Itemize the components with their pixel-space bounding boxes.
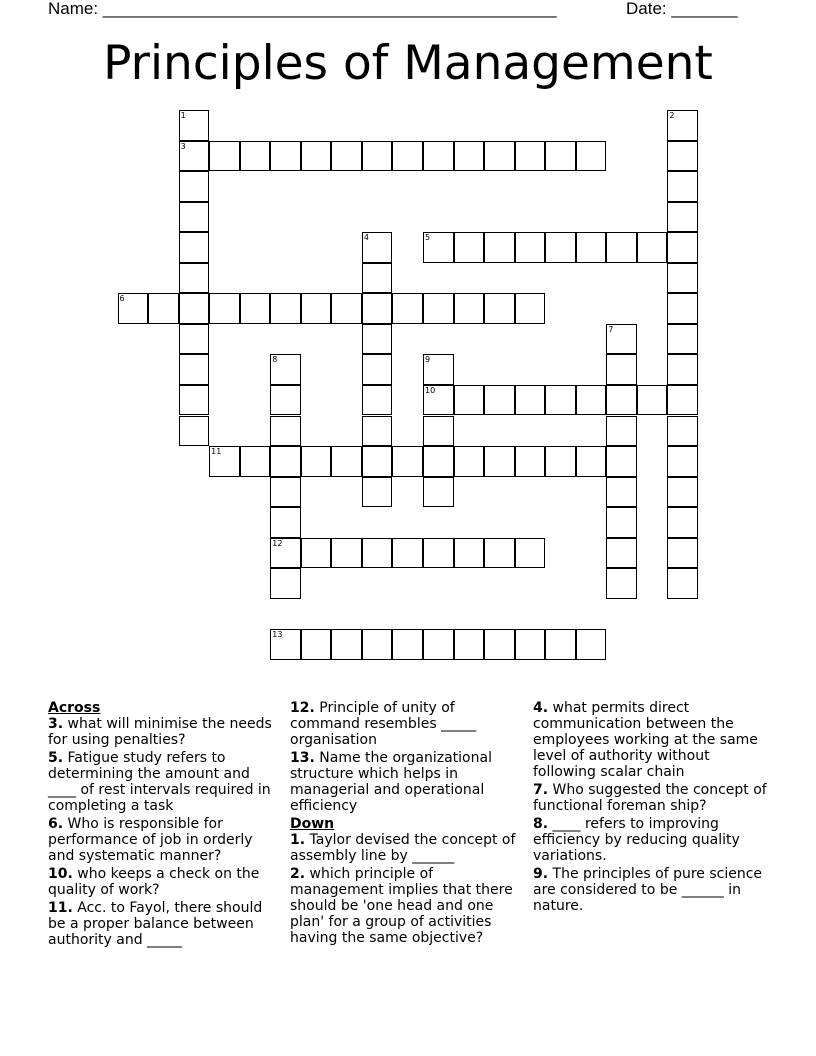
crossword-cell[interactable]	[331, 446, 362, 477]
crossword-cell[interactable]	[179, 324, 210, 355]
clues-column-3	[533, 700, 773, 916]
cell-number: 11	[211, 447, 222, 457]
crossword-cell[interactable]	[301, 446, 332, 477]
crossword-cell[interactable]	[179, 202, 210, 233]
clue-down-8	[533, 816, 773, 864]
crossword-cell[interactable]	[270, 477, 301, 508]
crossword-cell[interactable]	[454, 446, 485, 477]
crossword-cell[interactable]	[362, 263, 393, 294]
crossword-cell[interactable]	[179, 110, 210, 141]
crossword-cell[interactable]	[576, 141, 607, 172]
crossword-cell[interactable]	[667, 477, 698, 508]
crossword-cell[interactable]	[331, 141, 362, 172]
crossword-cell[interactable]	[606, 354, 637, 385]
clue-number: 9.	[533, 866, 549, 882]
cell-number: 6	[119, 294, 125, 304]
clues-column-1	[48, 700, 276, 950]
crossword-cell[interactable]	[362, 477, 393, 508]
clue-number: 12.	[290, 700, 315, 716]
clue-text: The principles of pure science are considered to be ______ in nature.	[533, 866, 763, 914]
clue-across-10	[48, 866, 276, 898]
crossword-cell[interactable]	[270, 446, 301, 477]
clue-down-7	[533, 782, 773, 814]
clue-across-6	[48, 816, 276, 864]
crossword-cell[interactable]	[484, 446, 515, 477]
crossword-cell[interactable]	[545, 446, 576, 477]
crossword-cell[interactable]	[362, 538, 393, 569]
clues-column-2	[290, 700, 524, 948]
clue-across-11	[48, 900, 276, 948]
clue-text: Principle of unity of command resembles _____ organisation	[290, 700, 477, 748]
crossword-cell[interactable]	[423, 385, 454, 416]
cell-number: 9	[425, 355, 431, 365]
clue-across-3	[48, 716, 276, 748]
crossword-cell[interactable]	[576, 446, 607, 477]
clue-number: 8.	[533, 816, 549, 832]
crossword-cell[interactable]	[454, 385, 485, 416]
crossword-cell[interactable]	[545, 629, 576, 660]
crossword-cell[interactable]	[606, 324, 637, 355]
down-heading: Down	[290, 816, 335, 832]
crossword-cell[interactable]	[454, 293, 485, 324]
crossword-cell[interactable]	[301, 538, 332, 569]
clue-down-1	[290, 832, 524, 864]
crossword-cell[interactable]	[270, 141, 301, 172]
crossword-cell[interactable]	[240, 141, 271, 172]
clue-text: Name the organizational structure which helps in managerial and operational efficiency	[290, 750, 492, 814]
crossword-cell[interactable]	[392, 538, 423, 569]
crossword-cell[interactable]	[515, 232, 546, 263]
crossword-cell[interactable]	[240, 446, 271, 477]
crossword-cell[interactable]	[423, 446, 454, 477]
crossword-cell[interactable]	[331, 629, 362, 660]
clue-number: 5.	[48, 750, 64, 766]
crossword-cell[interactable]	[392, 446, 423, 477]
crossword-cell[interactable]	[606, 446, 637, 477]
crossword-cell[interactable]	[209, 446, 240, 477]
clue-text: Taylor devised the concept of assembly line by ______	[290, 832, 516, 864]
crossword-cell[interactable]	[667, 202, 698, 233]
crossword-cell[interactable]	[606, 416, 637, 447]
clue-number: 11.	[48, 900, 73, 916]
crossword-cell[interactable]	[362, 416, 393, 447]
clue-number: 3.	[48, 716, 64, 732]
crossword-cell[interactable]	[392, 293, 423, 324]
crossword-cell[interactable]	[270, 538, 301, 569]
crossword-cell[interactable]	[606, 477, 637, 508]
clue-number: 7.	[533, 782, 549, 798]
crossword-cell[interactable]	[667, 446, 698, 477]
crossword-cell[interactable]	[484, 141, 515, 172]
name-field-label[interactable]: Name: ________________________________________________	[48, 0, 557, 18]
clue-across-13	[290, 750, 524, 814]
crossword-cell[interactable]	[454, 538, 485, 569]
clue-text: who keeps a check on the quality of work?	[48, 866, 260, 898]
crossword-cell[interactable]	[179, 416, 210, 447]
cell-number: 4	[363, 233, 369, 243]
crossword-cell[interactable]	[118, 293, 149, 324]
crossword-cell[interactable]	[515, 141, 546, 172]
crossword-cell[interactable]	[270, 629, 301, 660]
crossword-cell[interactable]	[301, 141, 332, 172]
clue-across-5	[48, 750, 276, 814]
clue-number: 13.	[290, 750, 315, 766]
clue-text: what will minimise the needs for using penalties?	[48, 716, 272, 748]
crossword-cell[interactable]	[362, 293, 393, 324]
clue-text: Fatigue study refers to determining the amount and ____ of rest intervals required in completing a task	[48, 750, 271, 814]
clue-number: 10.	[48, 866, 73, 882]
crossword-cell[interactable]	[515, 629, 546, 660]
crossword-cell[interactable]	[515, 446, 546, 477]
clue-down-4	[533, 700, 773, 780]
cell-number: 8	[272, 355, 278, 365]
crossword-cell[interactable]	[667, 385, 698, 416]
crossword-cell[interactable]	[270, 507, 301, 538]
crossword-cell[interactable]	[270, 385, 301, 416]
page-title: Principles of Management	[103, 36, 713, 91]
clue-number: 1.	[290, 832, 306, 848]
crossword-cell[interactable]	[515, 293, 546, 324]
crossword-cell[interactable]	[209, 293, 240, 324]
crossword-cell[interactable]	[637, 385, 668, 416]
crossword-cell[interactable]	[484, 293, 515, 324]
crossword-cell[interactable]	[484, 385, 515, 416]
crossword-cell[interactable]	[362, 324, 393, 355]
clue-text: ____ refers to improving efficiency by reducing quality variations.	[533, 816, 740, 864]
crossword-cell[interactable]	[423, 354, 454, 385]
crossword-cell[interactable]	[148, 293, 179, 324]
crossword-cell[interactable]	[362, 385, 393, 416]
crossword-cell[interactable]	[667, 538, 698, 569]
crossword-cell[interactable]	[484, 629, 515, 660]
crossword-cell[interactable]	[484, 232, 515, 263]
crossword-cell[interactable]	[667, 324, 698, 355]
crossword-cell[interactable]	[576, 232, 607, 263]
crossword-cell[interactable]	[270, 568, 301, 599]
crossword-cell[interactable]	[606, 232, 637, 263]
clue-down-2	[290, 866, 524, 946]
clue-across-12	[290, 700, 524, 748]
crossword-cell[interactable]	[667, 416, 698, 447]
across-heading: Across	[48, 700, 101, 716]
crossword-cell[interactable]	[179, 263, 210, 294]
crossword-cell[interactable]	[606, 568, 637, 599]
crossword-cell[interactable]	[179, 354, 210, 385]
crossword-cell[interactable]	[423, 232, 454, 263]
crossword-cell[interactable]	[179, 293, 210, 324]
clue-text: Who is responsible for performance of job in orderly and systematic manner?	[48, 816, 253, 864]
cell-number: 3	[180, 141, 186, 151]
crossword-cell[interactable]	[667, 141, 698, 172]
crossword-cell[interactable]	[667, 171, 698, 202]
crossword-cell[interactable]	[392, 141, 423, 172]
crossword-cell[interactable]	[423, 477, 454, 508]
crossword-cell[interactable]	[454, 141, 485, 172]
crossword-cell[interactable]	[606, 385, 637, 416]
crossword-cell[interactable]	[362, 354, 393, 385]
crossword-cell[interactable]	[667, 507, 698, 538]
crossword-cell[interactable]	[362, 232, 393, 263]
crossword-cell[interactable]	[179, 232, 210, 263]
clue-text: Acc. to Fayol, there should be a proper balance between authority and _____	[48, 900, 263, 948]
clue-number: 6.	[48, 816, 64, 832]
clue-text: what permits direct communication between the employees working at the same level of authority without following scalar chain	[533, 700, 758, 780]
crossword-cell[interactable]	[545, 232, 576, 263]
cell-number: 2	[669, 111, 675, 120]
crossword-cell[interactable]	[454, 629, 485, 660]
clue-down-9	[533, 866, 773, 914]
crossword-cell[interactable]	[515, 385, 546, 416]
cell-number: 1	[180, 111, 186, 120]
cell-number: 12	[272, 538, 283, 548]
crossword-cell[interactable]	[392, 629, 423, 660]
cell-number: 13	[272, 630, 283, 640]
crossword-cell[interactable]	[270, 416, 301, 447]
crossword-cell[interactable]	[423, 416, 454, 447]
crossword-cell[interactable]	[423, 141, 454, 172]
cell-number: 7	[608, 324, 614, 334]
crossword-cell[interactable]	[240, 293, 271, 324]
crossword-cell[interactable]	[423, 293, 454, 324]
crossword-cell[interactable]	[179, 385, 210, 416]
crossword-cell[interactable]	[179, 141, 210, 172]
crossword-cell[interactable]	[576, 629, 607, 660]
crossword-cell[interactable]	[270, 293, 301, 324]
crossword-cell[interactable]	[301, 629, 332, 660]
crossword-cell[interactable]	[667, 110, 698, 141]
clue-text: which principle of management implies that there should be 'one head and one plan' for a group of activities having the same objective?	[290, 866, 513, 946]
crossword-cell[interactable]	[362, 446, 393, 477]
crossword-cell[interactable]	[423, 629, 454, 660]
crossword-cell[interactable]	[362, 629, 393, 660]
crossword-cell[interactable]	[362, 141, 393, 172]
crossword-cell[interactable]	[515, 538, 546, 569]
cell-number: 5	[425, 233, 431, 243]
crossword-cell[interactable]	[454, 232, 485, 263]
crossword-cell[interactable]	[667, 263, 698, 294]
crossword-cell[interactable]	[667, 232, 698, 263]
crossword-cell[interactable]	[331, 293, 362, 324]
clue-text: Who suggested the concept of functional foreman ship?	[533, 782, 767, 814]
crossword-cell[interactable]	[331, 538, 362, 569]
crossword-cell[interactable]	[270, 354, 301, 385]
crossword-cell[interactable]	[484, 538, 515, 569]
crossword-cell[interactable]	[301, 293, 332, 324]
crossword-cell[interactable]	[637, 232, 668, 263]
crossword-cell[interactable]	[545, 141, 576, 172]
crossword-cell[interactable]	[209, 141, 240, 172]
crossword-cell[interactable]	[667, 354, 698, 385]
crossword-cell[interactable]	[606, 507, 637, 538]
clue-number: 2.	[290, 866, 306, 882]
crossword-cell[interactable]	[179, 171, 210, 202]
crossword-cell[interactable]	[576, 385, 607, 416]
cell-number: 10	[425, 385, 436, 395]
crossword-cell[interactable]	[606, 538, 637, 569]
crossword-cell[interactable]	[423, 538, 454, 569]
crossword-cell[interactable]	[667, 293, 698, 324]
crossword-cell[interactable]	[545, 385, 576, 416]
clue-number: 4.	[533, 700, 549, 716]
crossword-cell[interactable]	[667, 568, 698, 599]
date-field-label[interactable]: Date: _______	[626, 0, 738, 18]
